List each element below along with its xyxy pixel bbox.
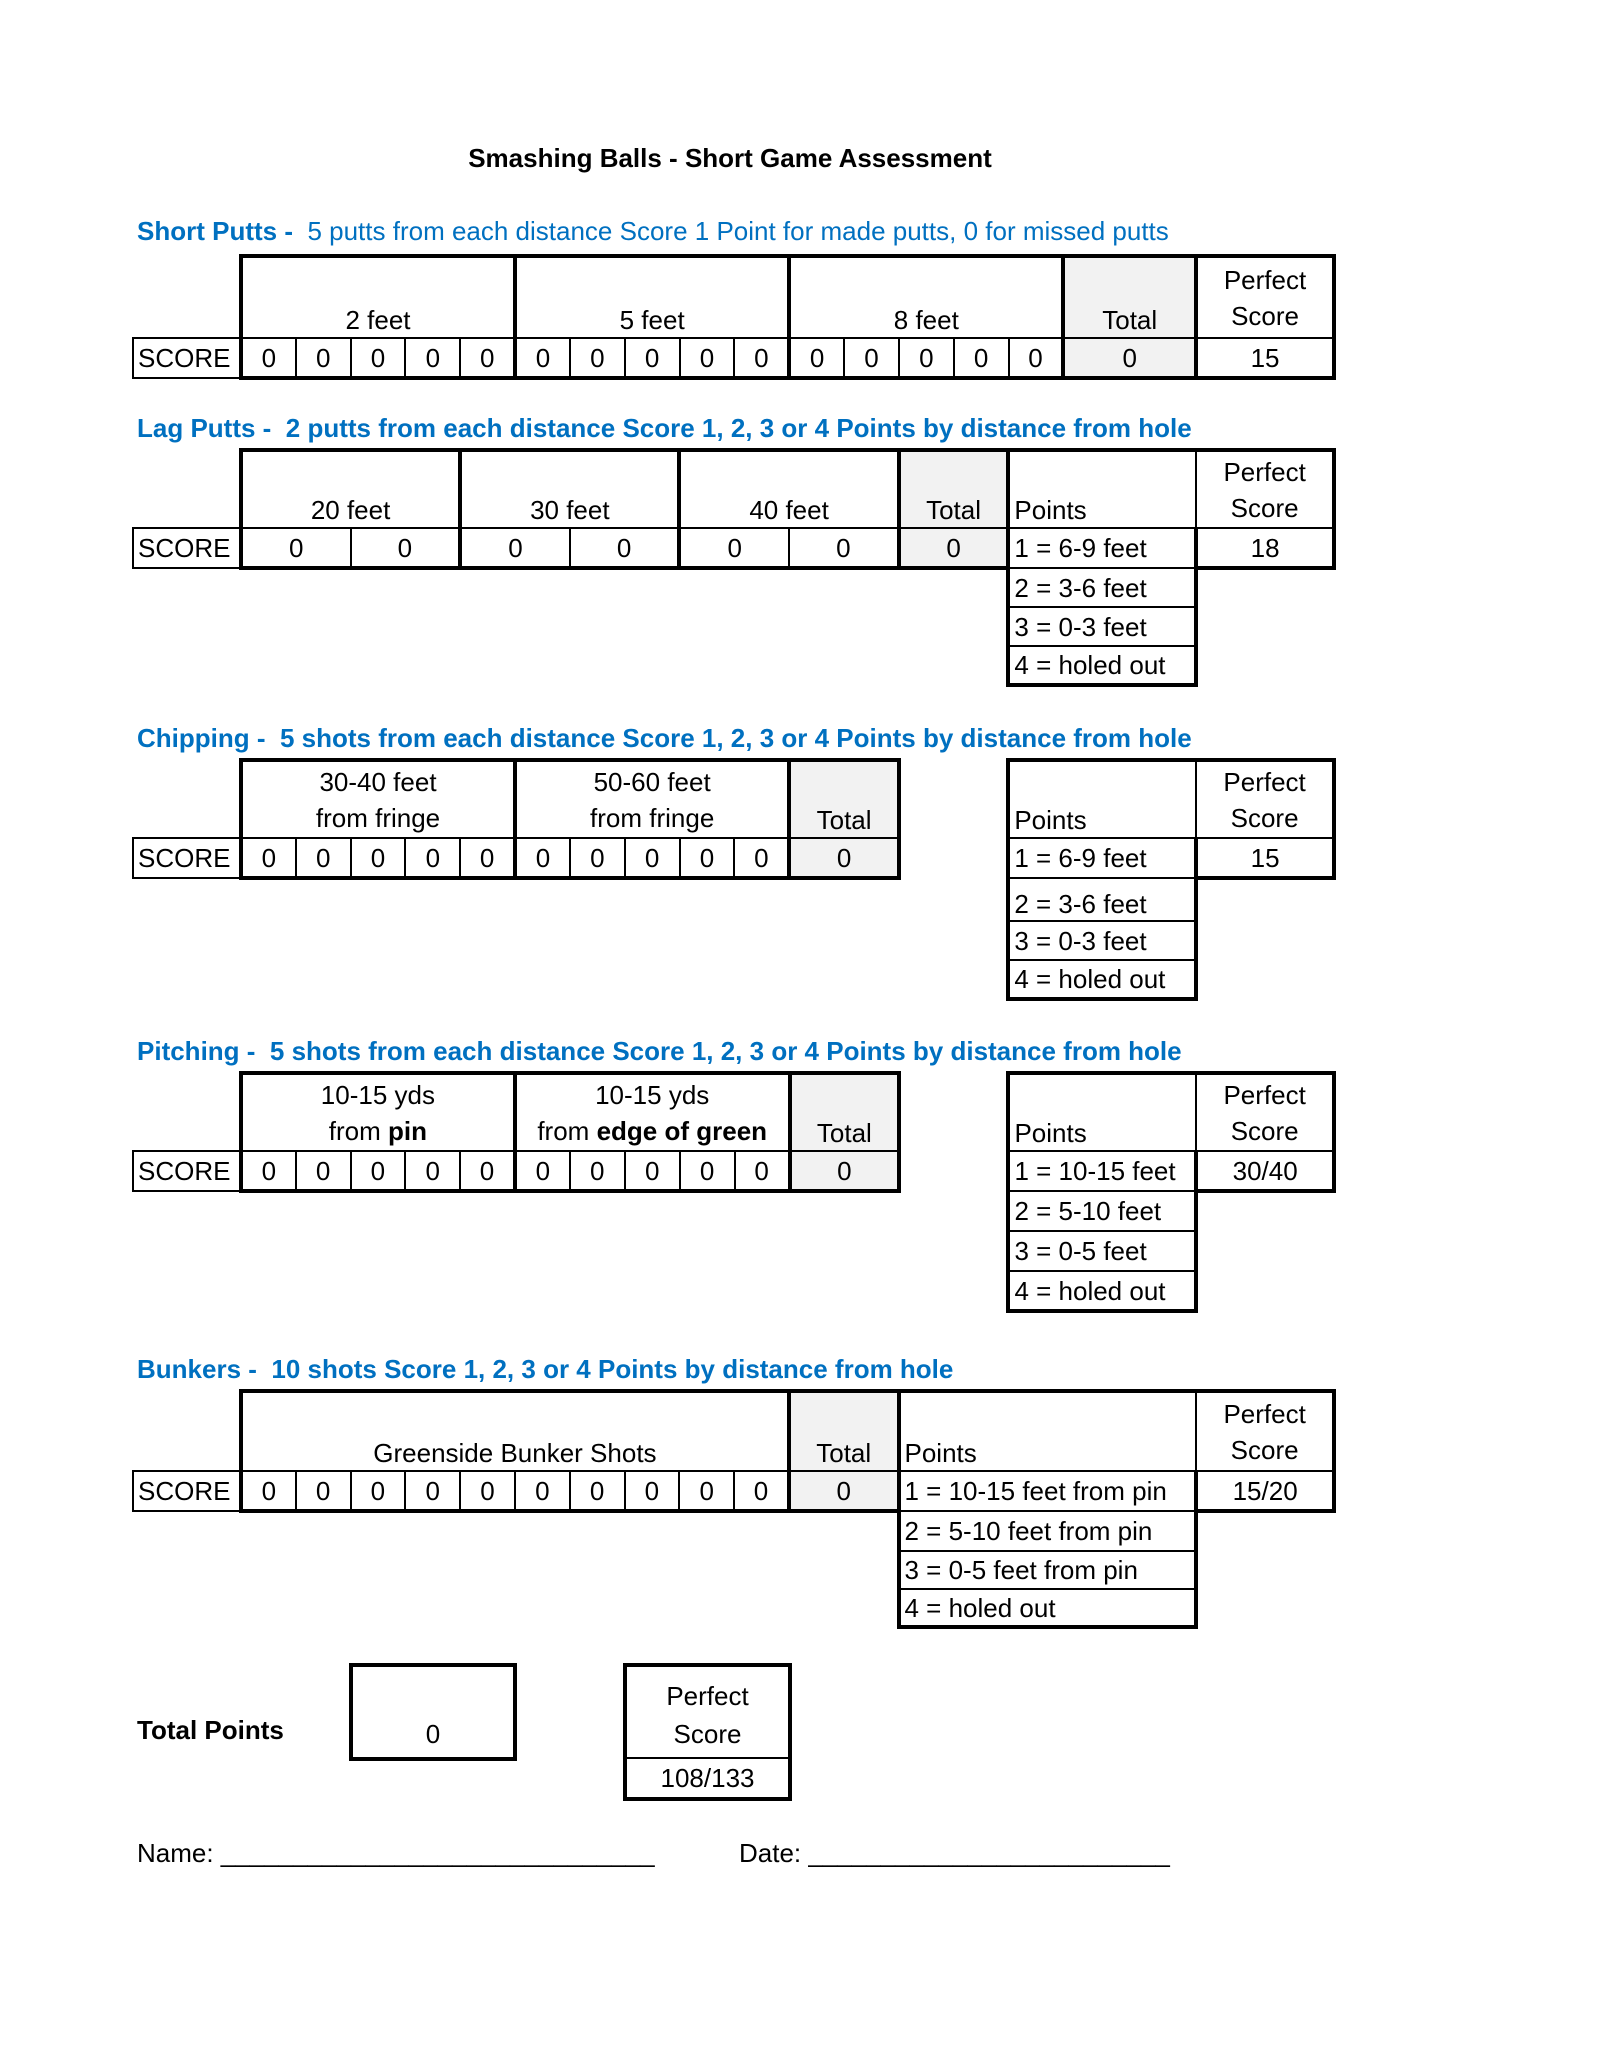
score-cell[interactable]: 0 (296, 338, 351, 378)
total-points-label: Total Points (137, 1715, 284, 1745)
score-cell[interactable]: 0 (789, 338, 844, 378)
bunkers-desc: 10 shots Score 1, 2, 3 or 4 Points by distance from hole (271, 1354, 954, 1384)
perfect-line2: Score (1230, 492, 1299, 523)
perfect-line1: Perfect (666, 1681, 749, 1711)
points-header: Points (1008, 450, 1196, 528)
score-cell[interactable]: 0 (241, 528, 351, 568)
score-cell[interactable]: 0 (680, 1151, 735, 1191)
lag-putts-desc: 2 putts from each distance Score 1, 2, 3 or 4 Points by distance from hole (285, 413, 1192, 443)
perfect-score-header (1196, 760, 1334, 838)
score-cell[interactable]: 0 (515, 838, 570, 878)
score-cell[interactable]: 0 (625, 1151, 680, 1191)
score-row-label: SCORE (133, 1151, 241, 1191)
score-cell[interactable]: 0 (625, 338, 680, 378)
name-field[interactable]: Name: ______________________________ (137, 1838, 655, 1868)
distance-header-5ft: 5 feet (515, 256, 789, 338)
score-cell[interactable]: 0 (405, 1151, 460, 1191)
score-cell[interactable]: 0 (460, 1471, 515, 1511)
chipping-title: Chipping - (137, 723, 266, 753)
distance-line2: from fringe (315, 802, 441, 833)
score-cell[interactable]: 0 (296, 1151, 351, 1191)
distance-header-20ft: 20 feet (241, 450, 460, 528)
perfect-line2: Score (1231, 300, 1299, 331)
perfect-line2: Score (1230, 802, 1299, 833)
points-legend-item: 1 = 6-9 feet (1008, 838, 1196, 878)
points-header: Points (899, 1391, 1197, 1471)
perfect-line2: Score (1230, 1434, 1299, 1465)
score-cell[interactable]: 0 (734, 338, 789, 378)
score-cell[interactable]: 0 (899, 338, 954, 378)
points-legend-item: 3 = 0-3 feet (1008, 607, 1196, 646)
score-cell[interactable]: 0 (679, 528, 789, 568)
score-cell[interactable]: 0 (515, 1471, 570, 1511)
group-header-greenside: Greenside Bunker Shots (241, 1391, 789, 1471)
bunkers-title: Bunkers - (137, 1354, 257, 1384)
perfect-score-header (1196, 1073, 1334, 1151)
bunkers-heading (137, 1354, 953, 1385)
points-legend-item: 2 = 5-10 feet from pin (899, 1511, 1197, 1551)
score-cell[interactable]: 0 (570, 1471, 625, 1511)
score-cell[interactable]: 0 (460, 1151, 515, 1191)
points-header: Points (1008, 1073, 1196, 1151)
score-cell[interactable]: 0 (241, 338, 296, 378)
score-cell[interactable]: 0 (296, 838, 351, 878)
distance-header-edge-of-green (515, 1073, 790, 1151)
points-legend-item: 4 = holed out (1008, 960, 1196, 999)
perfect-score-value: 18 (1196, 528, 1334, 568)
score-row-label: SCORE (133, 1471, 241, 1511)
pitching-title: Pitching - (137, 1036, 256, 1066)
score-cell[interactable]: 0 (680, 838, 735, 878)
points-legend-item: 2 = 3-6 feet (1008, 568, 1196, 607)
lag-putts-title: Lag Putts - (137, 413, 272, 443)
score-cell[interactable]: 0 (570, 1151, 625, 1191)
points-legend-item: 4 = holed out (899, 1589, 1197, 1627)
score-cell[interactable]: 0 (734, 838, 789, 878)
score-cell[interactable]: 0 (625, 1471, 680, 1511)
distance-header-2ft: 2 feet (241, 256, 515, 338)
total-cell: 0 (789, 838, 899, 878)
score-cell[interactable]: 0 (460, 338, 515, 378)
perfect-line2: Score (1230, 1115, 1299, 1146)
score-row-label: SCORE (133, 528, 241, 568)
perfect-score-header (1196, 1391, 1334, 1471)
points-legend-item: 3 = 0-5 feet (1008, 1231, 1196, 1271)
score-cell[interactable]: 0 (570, 528, 680, 568)
points-header: Points (1008, 760, 1196, 838)
score-cell[interactable]: 0 (351, 338, 406, 378)
chipping-heading (137, 723, 1192, 754)
perfect-line1: Perfect (1223, 1079, 1306, 1110)
perfect-score-header (1196, 450, 1334, 528)
points-legend-item: 3 = 0-3 feet (1008, 921, 1196, 960)
bunkers-table (132, 1389, 1336, 1629)
distance-header-8ft: 8 feet (789, 256, 1063, 338)
points-legend-item: 1 = 10-15 feet (1008, 1151, 1196, 1191)
total-header: Total (790, 1073, 900, 1151)
total-points-box[interactable] (349, 1663, 517, 1761)
lag-putts-heading (137, 413, 1192, 444)
distance-header-30ft: 30 feet (460, 450, 679, 528)
score-cell[interactable]: 0 (241, 1151, 296, 1191)
score-cell[interactable]: 0 (954, 338, 1009, 378)
pitching-heading (137, 1036, 1182, 1067)
score-cell[interactable]: 0 (405, 338, 460, 378)
score-cell[interactable]: 0 (570, 838, 625, 878)
total-cell: 0 (1063, 338, 1196, 378)
total-header: Total (789, 1391, 899, 1471)
score-cell[interactable]: 0 (296, 1471, 351, 1511)
pitching-desc: 5 shots from each distance Score 1, 2, 3 or 4 Points by distance from hole (269, 1036, 1182, 1066)
short-putts-title: Short Putts - (137, 216, 293, 246)
score-cell[interactable]: 0 (241, 1471, 296, 1511)
score-cell[interactable]: 0 (405, 1471, 460, 1511)
overall-perfect-score-box (623, 1663, 792, 1801)
score-cell[interactable]: 0 (570, 338, 625, 378)
score-row-label: SCORE (133, 838, 241, 878)
score-cell[interactable]: 0 (515, 338, 570, 378)
distance-line1: 50-60 feet (593, 766, 711, 797)
total-cell: 0 (899, 528, 1009, 568)
perfect-score-value: 30/40 (1196, 1151, 1334, 1191)
score-cell[interactable]: 0 (460, 838, 515, 878)
score-cell[interactable]: 0 (734, 1471, 789, 1511)
score-cell[interactable]: 0 (351, 1471, 406, 1511)
overall-perfect-score-value: 108/133 (627, 1757, 788, 1794)
score-cell[interactable]: 0 (789, 528, 899, 568)
total-cell: 0 (789, 1471, 899, 1511)
score-cell[interactable]: 0 (351, 528, 461, 568)
chipping-table (132, 758, 1336, 1001)
distance-header-50-60ft (515, 760, 789, 838)
points-legend-item: 3 = 0-5 feet from pin (899, 1551, 1197, 1589)
distance-header-40ft: 40 feet (679, 450, 898, 528)
perfect-score-value: 15 (1196, 338, 1334, 378)
total-header: Total (1063, 256, 1196, 338)
total-cell: 0 (790, 1151, 900, 1191)
perfect-line2: Score (673, 1719, 742, 1749)
perfect-score-header (1196, 256, 1334, 338)
score-cell[interactable]: 0 (1009, 338, 1064, 378)
distance-emphasis: pin (388, 1115, 427, 1146)
points-legend-item: 4 = holed out (1008, 646, 1196, 685)
points-legend-item: 2 = 5-10 feet (1008, 1191, 1196, 1231)
distance-line1: 10-15 yds (320, 1079, 435, 1110)
perfect-score-value: 15/20 (1196, 1471, 1334, 1511)
short-putts-heading (137, 216, 1169, 247)
distance-line2: from fringe (590, 802, 715, 833)
perfect-line1: Perfect (1223, 766, 1306, 797)
short-putts-table (132, 254, 1336, 380)
score-cell[interactable]: 0 (679, 1471, 734, 1511)
score-cell[interactable]: 0 (460, 528, 570, 568)
short-putts-desc: 5 putts from each distance Score 1 Point for made putts, 0 for missed putts (307, 216, 1169, 246)
pitching-table (132, 1071, 1336, 1313)
score-cell[interactable]: 0 (735, 1151, 790, 1191)
total-points-value: 0 (425, 1719, 441, 1749)
score-row-label: SCORE (133, 338, 241, 378)
total-header: Total (899, 450, 1009, 528)
lag-putts-table (132, 448, 1336, 687)
score-cell[interactable]: 0 (351, 1151, 406, 1191)
distance-header-pin (241, 1073, 515, 1151)
score-cell[interactable]: 0 (241, 838, 296, 878)
score-cell[interactable]: 0 (625, 838, 680, 878)
score-cell[interactable]: 0 (515, 1151, 570, 1191)
score-cell[interactable]: 0 (351, 838, 406, 878)
distance-emphasis: edge of green (596, 1115, 768, 1146)
page-title: Smashing Balls - Short Game Assessment (468, 143, 992, 173)
distance-line2: from (537, 1115, 597, 1146)
perfect-line1: Perfect (1223, 456, 1306, 487)
chipping-desc: 5 shots from each distance Score 1, 2, 3 or 4 Points by distance from hole (279, 723, 1192, 753)
points-legend-item: 1 = 6-9 feet (1008, 528, 1196, 568)
distance-line2: from (328, 1115, 388, 1146)
perfect-line1: Perfect (1223, 1398, 1306, 1429)
distance-line1: 10-15 yds (595, 1079, 710, 1110)
total-header: Total (789, 760, 899, 838)
points-legend-item: 1 = 10-15 feet from pin (899, 1471, 1197, 1511)
date-field[interactable]: Date: _________________________ (739, 1838, 1170, 1868)
score-cell[interactable]: 0 (844, 338, 899, 378)
points-legend-item: 4 = holed out (1008, 1271, 1196, 1311)
score-cell[interactable]: 0 (680, 338, 735, 378)
perfect-line1: Perfect (1223, 264, 1307, 295)
score-cell[interactable]: 0 (405, 838, 460, 878)
distance-line1: 30-40 feet (319, 766, 437, 797)
points-legend-item: 2 = 3-6 feet (1008, 878, 1196, 921)
distance-header-30-40ft (241, 760, 515, 838)
perfect-score-value: 15 (1196, 838, 1334, 878)
